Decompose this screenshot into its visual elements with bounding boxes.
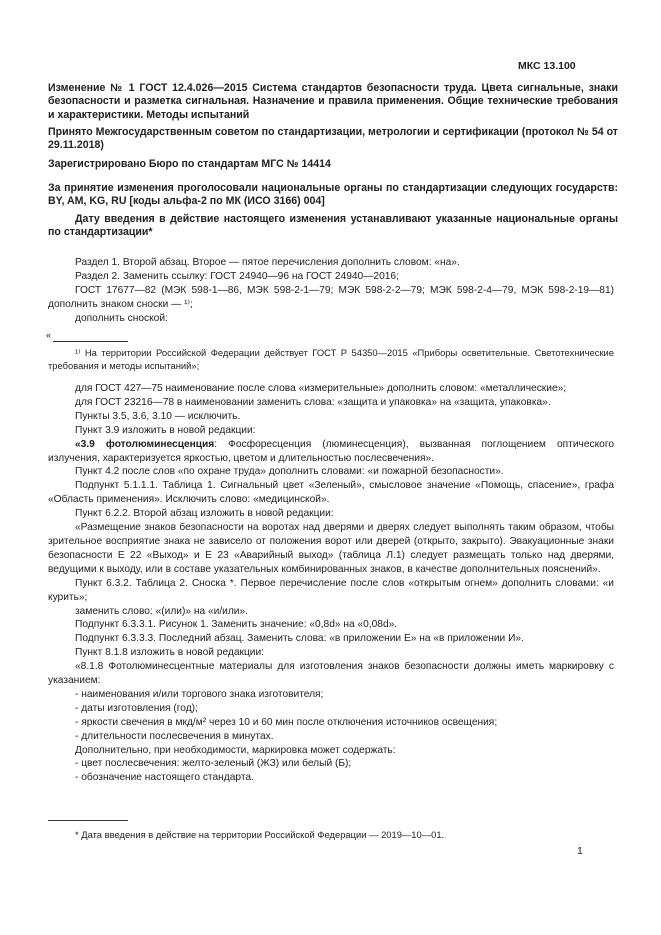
list-item: - наименования и/или торгового знака изготовителя; [75,688,324,700]
term-photoluminescence: «3.9 фотолюминесценция [75,438,215,450]
subitem-6-3-3-3-paragraph: Подпункт 6.3.3.3. Последний абзац. Заменить слова: «в приложении Е» на «в приложении И». [75,633,524,645]
inline-footnote-rule [53,341,128,342]
footnote-text: * Дата введения в действие на территории Российской Федерации — 2019—10—01. [75,829,445,840]
item-8-1-8-intro: Пункт 8.1.8 изложить в новой редакции: [75,647,265,659]
page-number: 1 [577,845,583,857]
main-changes [48,382,614,785]
replace-word-paragraph: заменить слово: «(или)» на «и/или». [75,605,248,617]
add-footnote-line: дополнить сноской: [75,312,168,324]
inline-footnote-block [48,330,614,372]
item-3-9-definition [48,438,614,466]
voting-statement: За принятие изменения проголосовали национальные органы по стандартизации следующих государств: BY, AM, KG, RU [коды альфа-2 по МК (ИСО 3166) 004] [48,182,618,208]
effective-date-statement [48,213,618,240]
gost-427-paragraph: для ГОСТ 427—75 наименование после слова «измерительные» дополнить словом: «металлические»; [75,383,567,394]
list-item: - длительности послесвечения в минутах. [75,730,274,742]
item-6-3-2-paragraph: Пункт 6.3.2. Таблица 2. Сноска *. Первое перечисление после слов «открытым огнем» дополнить словами: «и курить»; [48,577,614,603]
section-2-line: Раздел 2. Заменить ссылку: ГОСТ 24940—96 на ГОСТ 24940—2016; [75,270,399,282]
item-6-2-2-text: «Размещение знаков безопасности на воротах над дверями и дверях следует выполнять таким образом, чтобы зрительное восприятие знака не зависело от положения ворот или дверей (открыто, закрыто). Эвакуационные знаки безопасности Е 22 «Выход» и Е 23 «Аварийный выход» (таблица Л.1) следует размещать только над дверями, ведущими к выходу, или в составе указательных комбинированных знаков, в качестве дополнительных пояснений». [48,522,614,575]
definition-text: : Фосфоресценция (люминесценция), вызванная поглощением оптического излучения, характеризуется яркостью, цветом и длительностью послесвечения». [48,438,614,464]
adopted-statement: Принято Межгосударственным советом по стандартизации, метрологии и сертификации (протокол № 54 от 29.11.2018) [48,126,618,152]
amendment-title: Изменение № 1 ГОСТ 12.4.026—2015 Система стандартов безопасности труда. Цвета сигнальные, знаки безопасности и разметка сигнальная. Назначение и правила применения. Общие технические требования и характеристики. Методы испытаний [48,82,618,121]
registered-statement: Зарегистрировано Бюро по стандартам МГС № 14414 [48,158,331,170]
item-4-2-paragraph: Пункт 4.2 после слов «по охране труда» дополнить словами: «и пожарной безопасности». [75,466,504,478]
classification-code: МКС 13.100 [518,60,576,72]
list-item: - даты изготовления (год); [75,702,198,714]
footnote-rule [48,820,128,821]
subitem-5-1-1-1-paragraph: Подпункт 5.1.1.1. Таблица 1. Сигнальный цвет «Зеленый», смысловое значение «Помощь, спасение», графа «Область применения». Исключить слово: «медицинской». [48,480,614,506]
inline-footnote-text: ¹⁾ На территории Российской Федерации действует ГОСТ Р 54350—2015 «Приборы осветительные. Светотехнические требования и методы испытаний»; [48,347,614,371]
items-excluded-paragraph: Пункты 3.5, 3.6, 3.10 — исключить. [75,410,241,422]
footnote [48,828,614,841]
section-1-line: Раздел 1. Второй абзац. Второе — пятое перечисления дополнить словом: «на». [75,257,460,268]
item-8-1-8-text: «8.1.8 Фотолюминесцентные материалы для изготовления знаков безопасности должны иметь маркировку с указанием: [48,661,614,687]
list-item: - обозначение настоящего стандарта. [75,772,254,784]
effective-date-text: Дату введения в действие настоящего изменения устанавливают указанные национальные органы по стандартизации* [48,213,618,239]
gost-17677-line: ГОСТ 17677—82 (МЭК 598-1—86, МЭК 598-2-1—79; МЭК 598-2-2—79; МЭК 598-2-4—79, МЭК 598-2-19—81) дополнить знаком сноски — ¹⁾; [48,284,614,310]
open-quote-mark: « [46,329,52,340]
list-item: - яркости свечения в мкд/м² через 10 и 60 мин после отключения источников освещения; [75,716,498,728]
subitem-6-3-3-1-paragraph: Подпункт 6.3.3.1. Рисунок 1. Заменить значение: «0,8d» на «0,08d». [75,619,398,631]
section-1-changes [48,256,614,326]
optional-marking-paragraph: Дополнительно, при необходимости, маркировка может содержать: [75,744,396,756]
list-item: - цвет послесвечения: желто-зеленый (ЖЗ) или белый (Б); [75,758,352,770]
item-6-2-2-intro: Пункт 6.2.2. Второй абзац изложить в новой редакции: [75,508,334,520]
item-3-9-intro: Пункт 3.9 изложить в новой редакции: [75,424,256,436]
gost-23216-paragraph: для ГОСТ 23216—78 в наименовании заменить слова: «защита и упаковка» на «защита, упаковка». [75,396,551,408]
